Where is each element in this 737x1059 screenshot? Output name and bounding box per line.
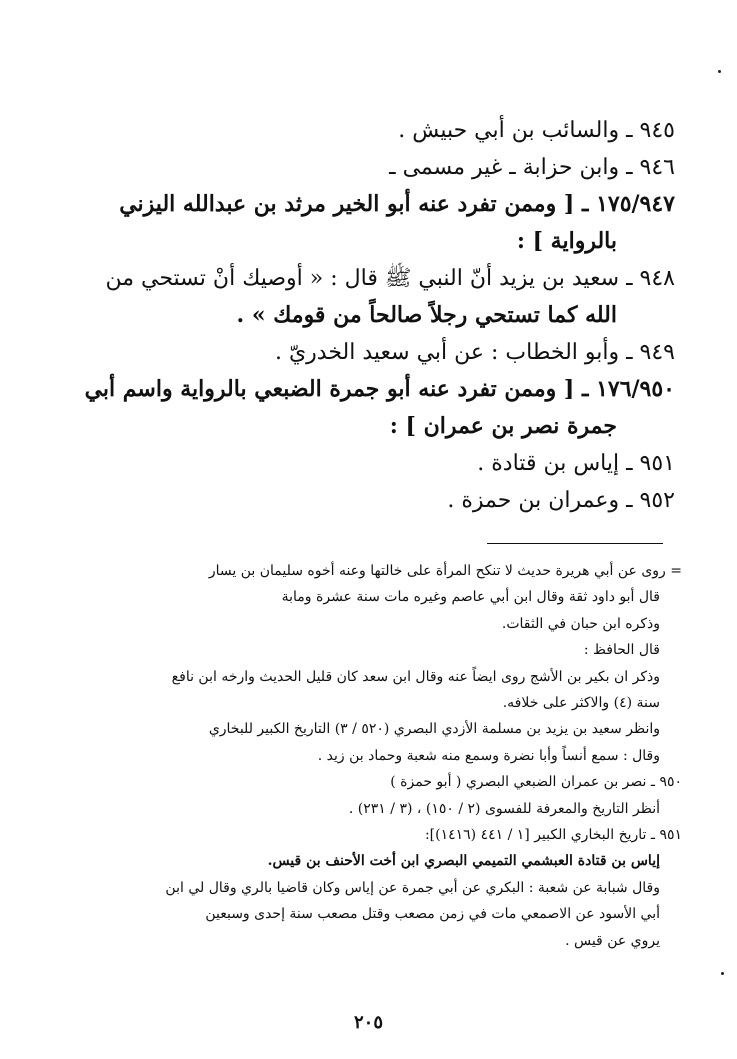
footnotes-block	[88, 558, 682, 954]
entry-952: ٩٥٢ ـ وعمران بن حمزة .	[447, 488, 675, 513]
footnote-line: أنظر التاريخ والمعرفة للفسوى (٢ / ١٥٠) ، (٣ / ٢٣١) .	[348, 800, 660, 817]
footnote-line-bold: إياس بن قتادة العبشمي التميمي البصري ابن أخت الأحنف بن قيس.	[267, 853, 660, 870]
footnote-line: = روى عن أبي هريرة حديث لا تنكح المرأة على خالتها وعنه أخوه سليمان بن يسار	[208, 563, 682, 579]
entry-951: ٩٥١ ـ إياس بن قتادة .	[477, 451, 675, 476]
entry-946: ٩٤٦ ـ وابن حزابة ـ غير مسمى ـ	[389, 155, 675, 180]
footnote-line: وقال شبابة عن شعبة : البكري عن أبي جمرة عن إياس وكان قاضيا بالري وقال لي ابن	[165, 879, 660, 896]
entry-945: ٩٤٥ ـ والسائب بن أبي حبيش .	[398, 118, 675, 143]
footnote-line: وذكر ان بكير بن الأشج روى ايضاً عنه وقال ابن سعد كان قليل الحديث وارخه ابن نافع	[171, 668, 660, 685]
footnote-divider	[487, 543, 663, 544]
footnote-line: سنة (٤) والاكثر على خلافه.	[502, 695, 660, 712]
entry-947-heading-continuation: بالرواية ] :	[516, 228, 617, 254]
page-number: ٢٠٥	[353, 1012, 383, 1033]
footnote-line: وذكره ابن حبان في الثقات.	[501, 615, 660, 632]
entry-948-continuation: الله كما تستحي رجلاً صالحاً من قومك » .	[236, 302, 617, 328]
entry-950-heading: ١٧٦/٩٥٠ ـ [ وممن تفرد عنه أبو جمرة الضبعي بالرواية واسم أبي	[84, 376, 675, 402]
footnote-line: وقال : سمع أنساً وأبا نضرة وسمع منه شعبة وحماد بن زيد .	[317, 747, 660, 764]
footnote-line: أبي الأسود عن الاصمعي مات في زمن مصعب وقتل مصعب سنة إحدى وسبعين	[205, 906, 660, 923]
scan-speck	[721, 972, 724, 975]
footnote-line: قال أبو داود ثقة وقال ابن أبي عاصم وغيره مات سنة عشرة ومابة	[281, 589, 660, 606]
scan-speck	[718, 70, 721, 73]
entry-948: ٩٤٨ ـ سعيد بن يزيد أنّ النبي ﷺ قال : « أوصيك أنْ تستحي من	[105, 266, 675, 291]
entry-947-heading: ١٧٥/٩٤٧ ـ [ وممن تفرد عنه أبو الخير مرثد بن عبدالله اليزني	[119, 191, 675, 217]
footnote-line: يروي عن قيس .	[565, 932, 660, 949]
footnote-line: وانظر سعيد بن يزيد بن مسلمة الأزدي البصري (٥٢٠ / ٣) التاريخ الكبير للبخاري	[208, 721, 660, 738]
entry-950-heading-continuation: جمرة نصر بن عمران ] :	[389, 413, 617, 439]
footnote-951-heading: ٩٥١ ـ تاريخ البخاري الكبير [١ / ٤٤١ (١٤١٦)]:	[424, 827, 682, 844]
entry-949: ٩٤٩ ـ وأبو الخطاب : عن أبي سعيد الخدريّ .	[274, 340, 675, 365]
main-text-block	[84, 112, 675, 519]
footnote-line: قال الحافظ :	[583, 642, 660, 659]
footnote-950-heading: ٩٥٠ ـ نصر بن عمران الضبعي البصري ( أبو حمزة )	[390, 774, 682, 791]
